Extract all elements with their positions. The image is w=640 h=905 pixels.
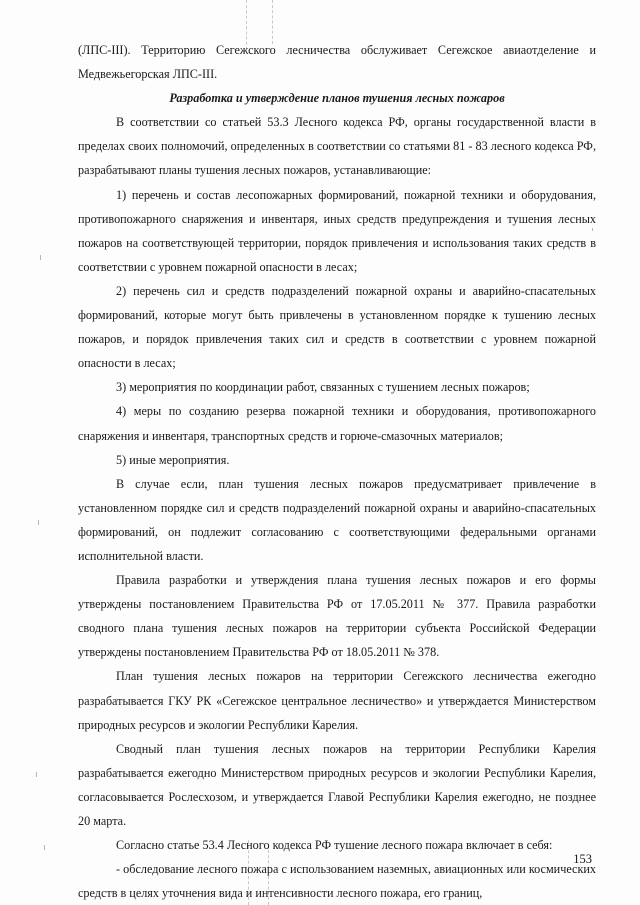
scan-speck xyxy=(36,772,37,777)
list-item-5: 5) иные мероприятия. xyxy=(116,452,230,467)
list-item-4: 4) меры по созданию резерва пожарной техники и оборудования, противопожарного снаряжения и инвентаря, транспортных средств и горюче-смазочных материалов; xyxy=(78,404,596,443)
page-number: 153 xyxy=(573,852,592,866)
list-item-3: 3) мероприятия по координации работ, связанных с тушением лесных пожаров; xyxy=(116,380,530,395)
list-item-survey: - обследование лесного пожара с использованием наземных, авиационных или космических средств в целях уточнения вида и интенсивности лесного пожара, его границ, xyxy=(78,862,596,901)
paragraph-segezha-plan: План тушения лесных пожаров на территории Сегежского лесничества ежегодно разрабатывается ГКУ РК «Сегежское центральное лесничество» и утверждается Министерством природных ресурсов и экологии Республики Карелия. xyxy=(78,669,596,732)
paragraph-rules: Правила разработки и утверждения плана тушения лесных пожаров и его формы утверждены постановлением Правительства РФ от 17.05.2011 № 377. Правила разработки сводного плана тушения лесных пожаров на территории субъекта Российской Федерации утверждены постановлением Правительства РФ от 18.05.2011 № 378. xyxy=(78,573,596,660)
paragraph-article-53-3: В соответствии со статьей 53.3 Лесного кодекса РФ, органы государственной власти в пределах своих полномочий, определенных в соответствии со статьями 81 - 83 лесного кодекса РФ, разрабатывают планы тушения лесных пожаров, устанавливающие: xyxy=(78,115,596,178)
scan-speck xyxy=(40,255,41,260)
list-item-1: 1) перечень и состав лесопожарных формирований, пожарной техники и оборудования, противопожарного снаряжения и инвентаря, иных средств предупреждения и тушения лесных пожаров на соответствующей территории, порядок привлечения и использования таких средств в соответствии с уровнем пожарной опасности в лесах; xyxy=(78,187,596,274)
paragraph-karelia-plan: Сводный план тушения лесных пожаров на территории Республики Карелия разрабатывается ежегодно Министерством природных ресурсов и экологии Республики Карелия, согласовывается Рослесхозом, и утверждается Главой Республики Карелия ежегодно, не позднее 20 марта. xyxy=(78,741,596,828)
paragraph-approval-conditions: В случае если, план тушения лесных пожаров предусматривает привлечение в установленном порядке сил и средств подразделений пожарной охраны и аварийно-спасательных формирований, он подлежит согласованию с соответствующими федеральными органами исполнительной власти. xyxy=(78,476,596,563)
document-body xyxy=(78,38,596,905)
scan-speck xyxy=(38,520,39,525)
list-item-2: 2) перечень сил и средств подразделений пожарной охраны и аварийно-спасательных формирований, которые могут быть привлечены в установленном порядке к тушению лесных пожаров, и порядок привлечения таких сил и средств в соответствии с уровнем пожарной опасности в лесах; xyxy=(78,283,596,371)
paragraph-article-53-4: Согласно статье 53.4 Лесного кодекса РФ тушение лесного пожара включает в себя: xyxy=(116,838,553,853)
intro-paragraph: (ЛПС-III). Территорию Сегежского лесничества обслуживает Сегежское авиаотделение и Медвежьегорская ЛПС-III. xyxy=(78,43,596,82)
section-heading: Разработка и утверждение планов тушения лесных пожаров xyxy=(169,91,505,106)
scan-speck xyxy=(44,845,45,850)
